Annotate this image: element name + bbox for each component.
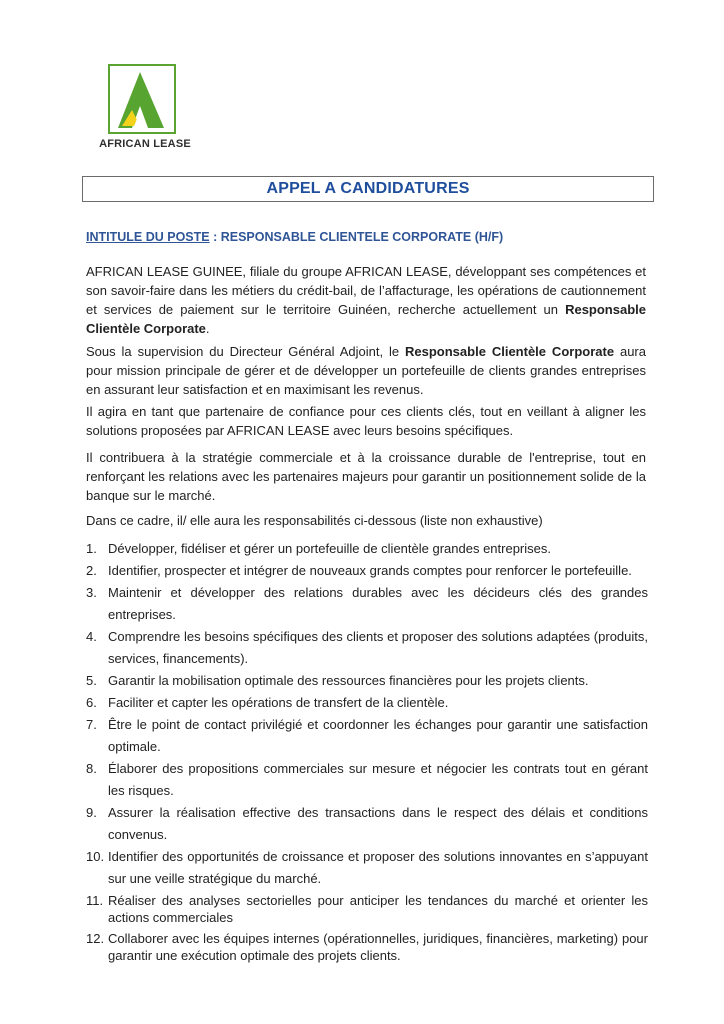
list-item-text: Faciliter et capter les opérations de transfert de la clientèle. (108, 695, 449, 710)
list-item (86, 930, 648, 964)
list-item (86, 692, 648, 714)
list-item-text: Réaliser des analyses sectorielles pour anticiper les tendances du marché et orienter les actions commerciales (108, 893, 648, 925)
list-item-text: Identifier des opportunités de croissance et proposer des solutions innovantes en s’appuyant sur une veille stratégique du marché. (108, 849, 648, 886)
logo-a-mark-icon (110, 66, 174, 132)
list-item-text: Être le point de contact privilégié et coordonner les échanges pour garantir une satisfaction optimale. (108, 717, 648, 754)
list-item (86, 626, 648, 670)
list-item-number: 4. (86, 629, 97, 644)
partner-paragraph: Il agira en tant que partenaire de confiance pour ces clients clés, tout en veillant à aligner les solutions proposées par AFRICAN LEASE avec leurs besoins spécifiques. (86, 404, 646, 438)
list-item (86, 714, 648, 758)
list-item (86, 538, 648, 560)
list-item-text: Développer, fidéliser et gérer un portefeuille de clientèle grandes entreprises. (108, 541, 551, 556)
list-item-number: 7. (86, 717, 97, 732)
title-box (82, 176, 654, 202)
list-item-number: 8. (86, 761, 97, 776)
list-item-text: Identifier, prospecter et intégrer de nouveaux grands comptes pour renforcer le portefeuille. (108, 563, 632, 578)
list-item (86, 582, 648, 626)
list-item-text: Garantir la mobilisation optimale des ressources financières pour les projets clients. (108, 673, 589, 688)
list-item-text: Maintenir et développer des relations durables avec les décideurs clés des grandes entreprises. (108, 585, 648, 622)
list-item-number: 6. (86, 695, 97, 710)
intro-paragraph (86, 262, 646, 338)
list-item-number: 11. (86, 893, 104, 908)
list-item-number: 9. (86, 805, 97, 820)
supervision-role-bold: Responsable Clientèle Corporate (405, 344, 615, 359)
responsibilities-intro: Dans ce cadre, il/ elle aura les responsabilités ci-dessous (liste non exhaustive) (86, 513, 543, 528)
logo-frame (108, 64, 176, 134)
page-title: APPEL A CANDIDATURES (266, 180, 470, 197)
job-title-label: INTITULE DU POSTE (86, 230, 210, 244)
list-item (86, 560, 648, 582)
list-item-number: 10. (86, 849, 105, 864)
list-item (86, 802, 648, 846)
job-title-value: RESPONSABLE CLIENTELE CORPORATE (H/F) (220, 230, 504, 244)
list-item-text: Comprendre les besoins spécifiques des clients et proposer des solutions adaptées (produits, services, financements). (108, 629, 648, 666)
list-item-text: Assurer la réalisation effective des transactions dans le respect des délais et conditions convenus. (108, 805, 648, 842)
list-item (86, 892, 648, 926)
company-logo (92, 62, 198, 158)
intro-text: AFRICAN LEASE GUINEE, filiale du groupe AFRICAN LEASE, développant ses compétences et son savoir-faire dans les métiers du crédit-bail, de l’affacturage, les opérations de cautionnement et services de paiement sur le territoire Guinéen, recherche actuellement un (86, 264, 646, 317)
logo-text: AFRICAN LEASE (99, 138, 191, 150)
intro-end: . (205, 321, 210, 336)
list-item-text: Collaborer avec les équipes internes (opérationnelles, juridiques, financières, marketing) pour garantir une exécution optimale des projets clients. (108, 931, 648, 963)
job-title-line (86, 230, 503, 244)
list-item-number: 1. (86, 541, 97, 556)
list-item (86, 846, 648, 890)
list-item-number: 3. (86, 585, 97, 600)
supervision-paragraph (86, 342, 646, 399)
list-item (86, 758, 648, 802)
supervision-end: aura pour mission principale de gérer et de développer un portefeuille de clients grandes entreprises en assurant leur satisfaction et en maximisant les revenus. (86, 344, 646, 397)
responsibilities-list (86, 538, 648, 968)
job-title-separator: : (209, 230, 221, 244)
list-item-number: 5. (86, 673, 97, 688)
supervision-start: Sous la supervision du Directeur Général Adjoint, le (86, 344, 406, 359)
list-item-number: 12. (86, 931, 105, 946)
list-item-number: 2. (86, 563, 97, 578)
intro-role-bold: Responsable Clientèle Corporate (86, 302, 646, 336)
list-item (86, 670, 648, 692)
strategy-paragraph: Il contribuera à la stratégie commerciale et à la croissance durable de l'entreprise, tout en renforçant les relations avec les partenaires majeurs pour garantir un positionnement solide de la banque sur le marché. (86, 450, 646, 503)
list-item-text: Élaborer des propositions commerciales sur mesure et négocier les contrats tout en gérant les risques. (108, 761, 648, 798)
